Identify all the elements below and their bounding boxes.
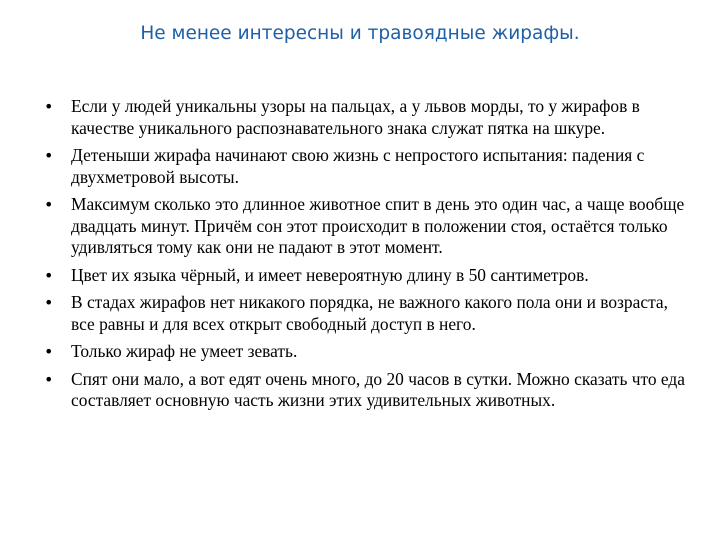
bullet-item [44, 292, 686, 335]
bullet-item [44, 145, 686, 188]
bullet-item [44, 265, 686, 287]
bullet-marker: • [44, 342, 54, 361]
bullet-text: Если у людей уникальны узоры на пальцах, а у львов морды, то у жирафов в качестве уникального распознавательного знака служат пятка на шкуре. [71, 96, 640, 138]
bullet-marker: • [44, 369, 54, 389]
bullet-marker: • [44, 146, 54, 165]
slide-title: Не менее интересны и травоядные жирафы. [140, 23, 580, 44]
bullet-item [44, 96, 686, 139]
bullet-item [44, 369, 686, 412]
bullet-marker: • [44, 265, 54, 285]
bullet-text: Только жираф не умеет зевать. [71, 341, 298, 361]
bullet-item [44, 194, 686, 259]
bullet-list [44, 96, 686, 418]
bullet-marker: • [44, 293, 54, 312]
bullet-text: Максимум сколько это длинное животное спит в день это один час, а чаще вообще двадцать минут. Причём сон этот происходит в положении стоя, остаётся только удивляться тому как они не падают в этот момент. [71, 194, 685, 257]
bullet-item [44, 341, 686, 363]
bullet-text: Детеныши жирафа начинают свою жизнь с непростого испытания: падения с двухметровой высоты. [71, 145, 645, 187]
bullet-marker: • [44, 97, 54, 116]
bullet-marker: • [44, 195, 54, 214]
bullet-text: Спят они мало, а вот едят очень много, до 20 часов в сутки. Можно сказать что еда составляет основную часть жизни этих удивительных животных. [71, 368, 685, 410]
bullet-text: В стадах жирафов нет никакого порядка, не важного какого пола они и возраста, все равны и для всех открыт свободный доступ в него. [71, 292, 668, 334]
bullet-text: Цвет их языка чёрный, и имеет невероятную длину в 50 сантиметров. [71, 264, 589, 285]
